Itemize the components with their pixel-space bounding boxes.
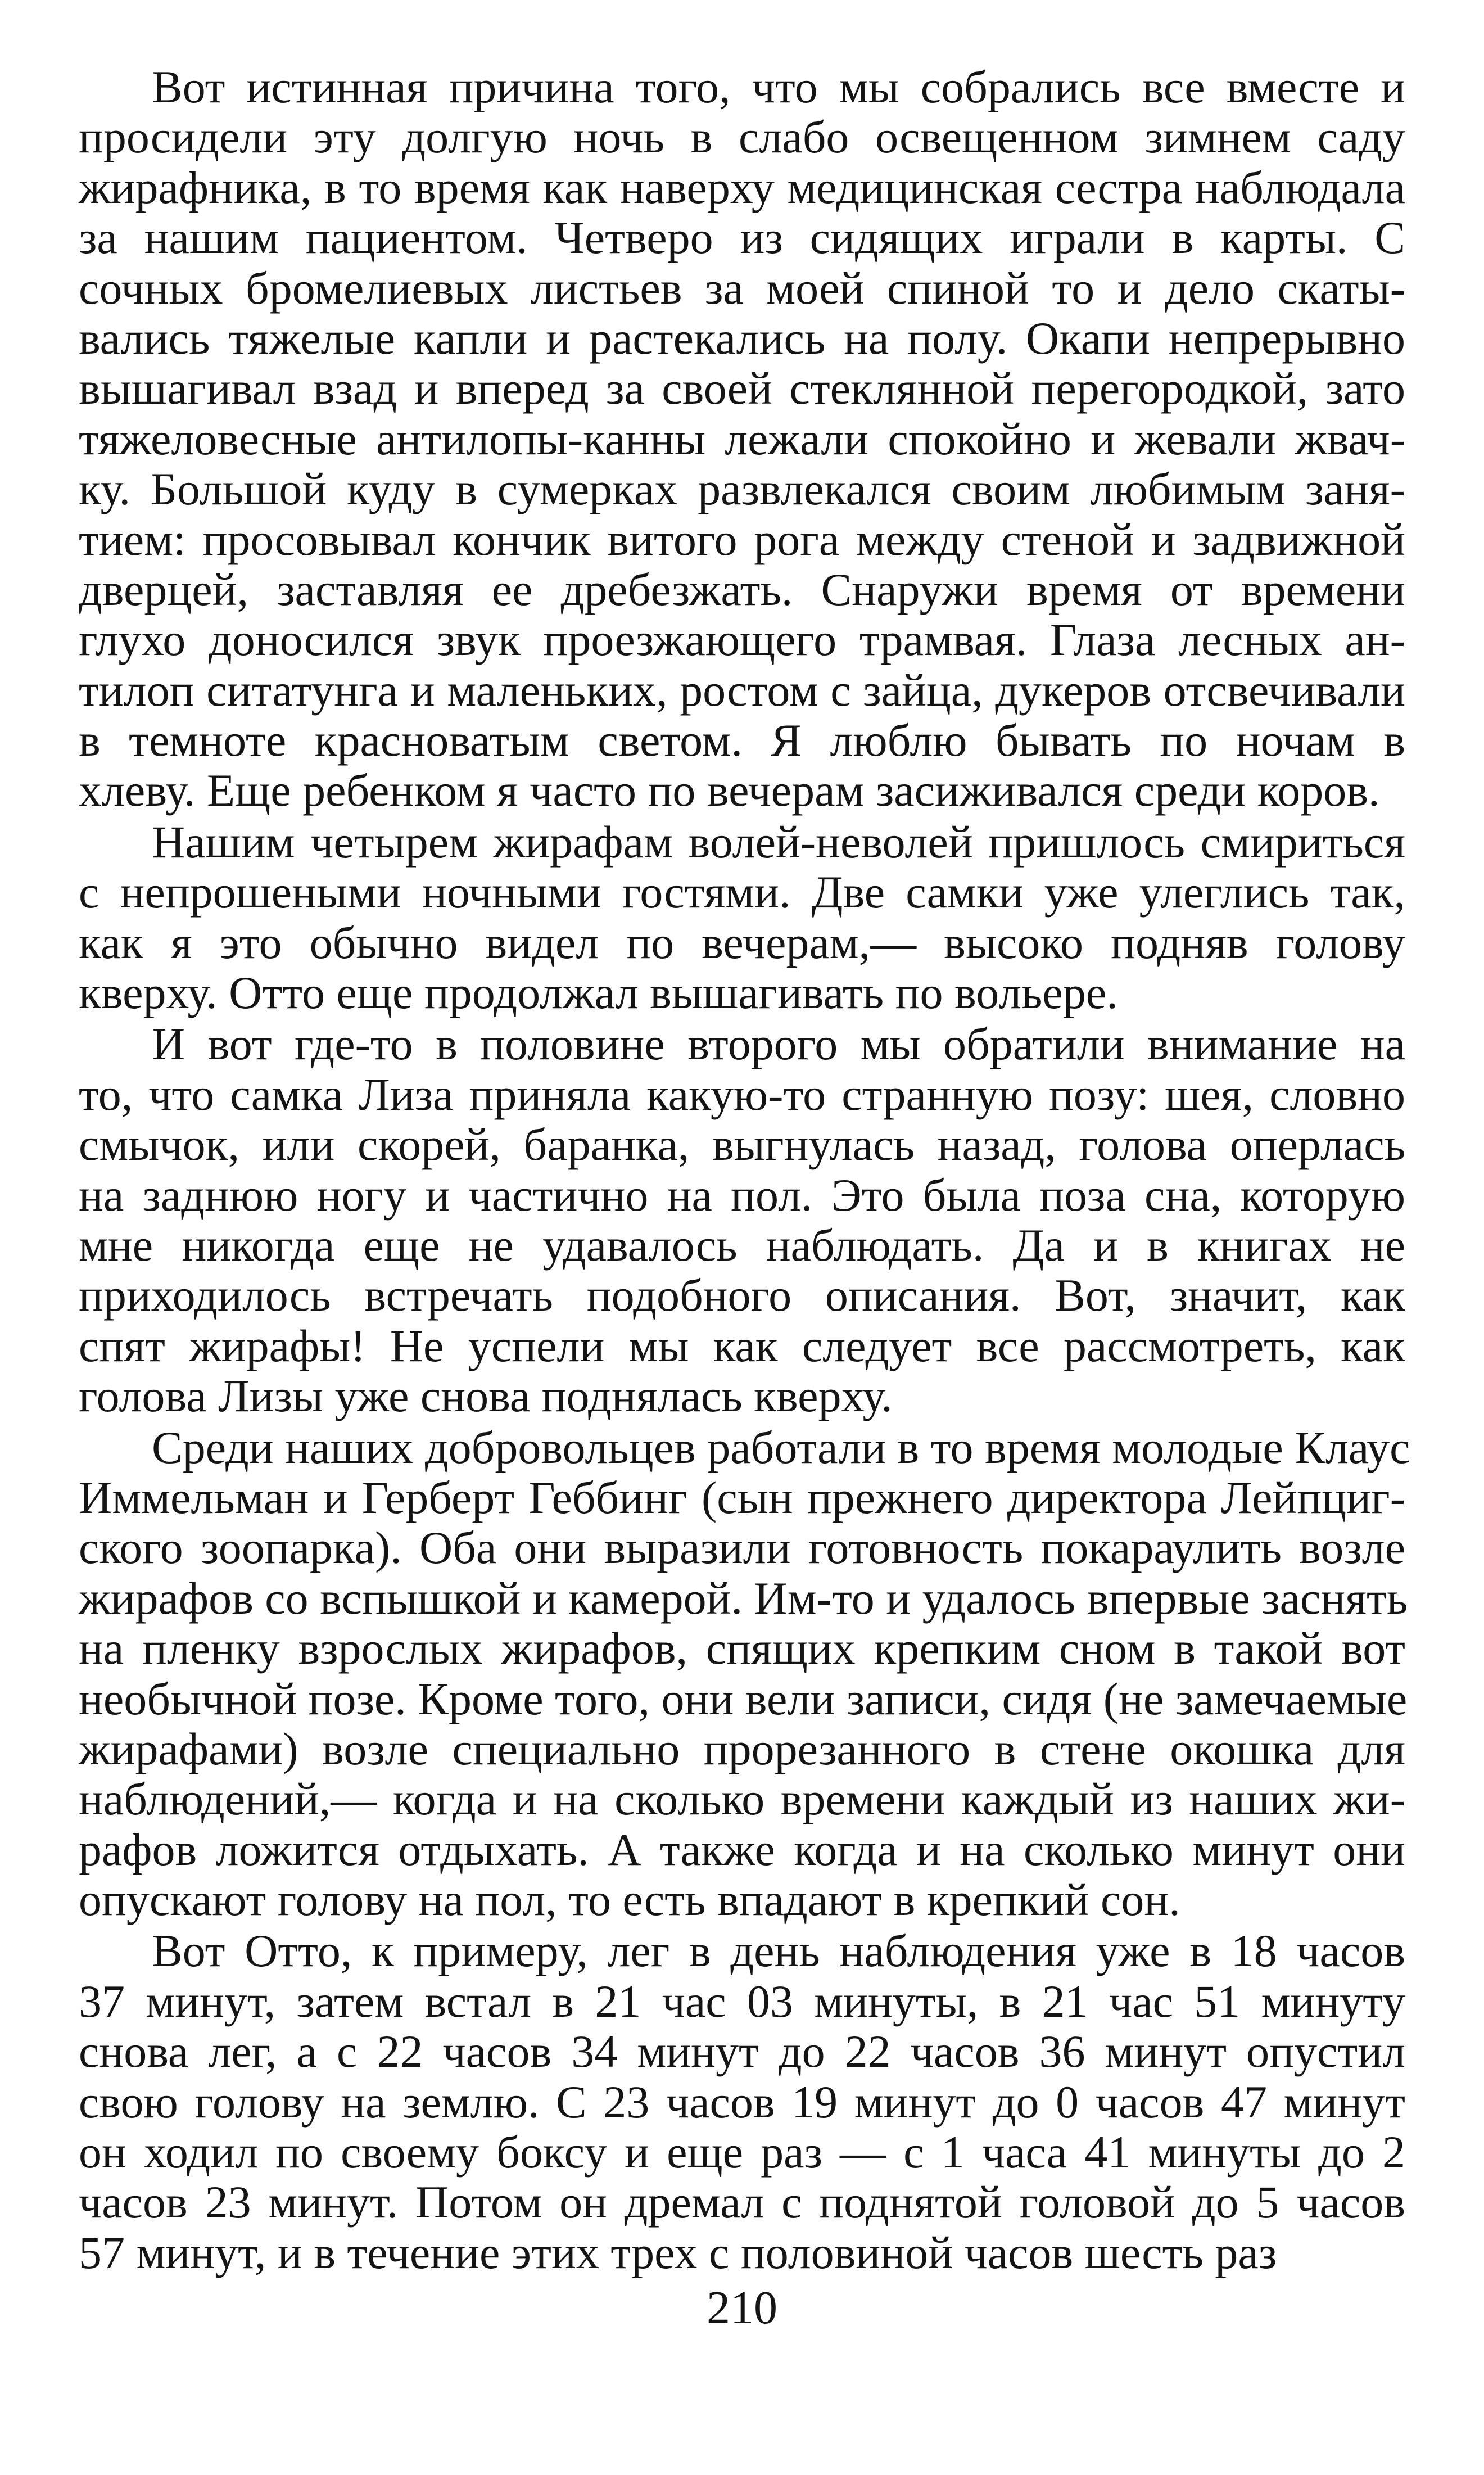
text-line: просидели эту долгую ночь в слабо освещенном зимнем саду: [79, 111, 1405, 163]
text-line: спят жирафы! Не успели мы как следует все рассмотреть, как: [79, 1320, 1405, 1371]
text-line: вались тяжелые капли и растекались на полу. Окапи непрерывно: [79, 312, 1405, 364]
text-line: часов 23 минут. Потом он дремал с поднятой головой до 5 часов: [79, 2176, 1405, 2228]
text-line: с непрошеными ночными гостями. Две самки уже улеглись так,: [79, 866, 1405, 918]
text-line: смычок, или скорей, баранка, выгнулась назад, голова оперлась: [79, 1119, 1405, 1171]
text-line: 37 минут, затем встал в 21 час 03 минуты, в 21 час 51 минуту: [79, 1975, 1405, 2027]
text-line: он ходил по своему боксу и еще раз — с 1 часа 41 минуты до 2: [79, 2126, 1405, 2178]
text-line: жирафника, в то время как наверху медицинская сестра наблюдала: [79, 161, 1405, 213]
text-line: сочных бромелиевых листьев за моей спиной то и дело скаты-: [79, 262, 1405, 314]
text-line: за нашим пациентом. Четверо из сидящих играли в карты. С: [79, 212, 1405, 264]
text-line: рафов ложится отдыхать. А также когда и на сколько минут они: [79, 1823, 1405, 1875]
body-text: [79, 61, 1410, 2278]
paragraph: [79, 1421, 1410, 1926]
text-line: Нашим четырем жирафам волей-неволей пришлось смириться: [152, 816, 1405, 868]
text-line: ку. Большой куду в сумерках развлекался своим любимым заня-: [79, 463, 1405, 515]
text-line: на пленку взрослых жирафов, спящих крепким сном в такой вот: [79, 1623, 1405, 1674]
page-number: 210: [707, 2282, 777, 2334]
text-line: приходилось встречать подобного описания. Вот, значит, как: [79, 1270, 1405, 1321]
text-line: в темноте красноватым светом. Я люблю бывать по ночам в: [79, 715, 1405, 766]
text-line: тилоп ситатунга и маленьких, ростом с зайца, дукеров отсвечивали: [79, 664, 1405, 716]
text-line: тием: просовывал кончик витого рога между стеной и задвижной: [79, 513, 1405, 565]
text-line: Вот Отто, к примеру, лег в день наблюдения уже в 18 часов: [152, 1925, 1405, 1977]
text-line: хлеву. Еще ребенком я часто по вечерам засиживался среди коров.: [79, 765, 1380, 816]
text-line: наблюдений,— когда и на сколько времени каждый из наших жи-: [79, 1773, 1405, 1825]
text-line: Иммельман и Герберт Геббинг (сын прежнего директора Лейпциг-: [79, 1471, 1405, 1523]
paragraph: [79, 1019, 1405, 1421]
paragraph: [79, 817, 1405, 1018]
text-line: дверцей, заставляя ее дребезжать. Снаружи время от времени: [79, 563, 1405, 615]
text-line: снова лег, а с 22 часов 34 минут до 22 часов 36 минут опустил: [79, 2026, 1405, 2077]
text-line: жирафами) возле специально прорезанного в стене окошка для: [79, 1723, 1405, 1774]
text-line: тяжеловесные антилопы-канны лежали спокойно и жевали жвач-: [79, 413, 1405, 464]
text-line: 57 минут, и в течение этих трех с половиной часов шесть раз: [79, 2226, 1277, 2278]
text-line: глухо доносился звук проезжающего трамвая. Глаза лесных ан-: [79, 614, 1405, 666]
text-line: свою голову на землю. С 23 часов 19 минут до 0 часов 47 минут: [79, 2076, 1405, 2128]
text-line: И вот где-то в половине второго мы обратили внимание на: [152, 1018, 1405, 1070]
text-line: Среди наших добровольцев работали в то время молодые Клаус: [152, 1421, 1410, 1473]
text-line: ского зоопарка). Оба они выразили готовность покараулить возле: [79, 1522, 1405, 1574]
text-line: кверху. Отто еще продолжал вышагивать по вольере.: [79, 967, 1118, 1019]
text-line: как я это обычно видел по вечерам,— высоко подняв голову: [79, 916, 1405, 968]
paragraph: [79, 1926, 1405, 2278]
text-line: опускают голову на пол, то есть впадают в крепкий сон.: [79, 1874, 1180, 1926]
text-line: мне никогда еще не удавалось наблюдать. Да и в книгах не: [79, 1219, 1405, 1271]
text-line: то, что самка Лиза приняла какую-то странную позу: шея, словно: [79, 1068, 1405, 1120]
book-page: [79, 61, 1410, 2418]
text-line: на заднюю ногу и частично на пол. Это была поза сна, которую: [79, 1169, 1405, 1221]
text-line: вышагивал взад и вперед за своей стеклянной перегородкой, зато: [79, 363, 1405, 414]
text-line: необычной позе. Кроме того, они вели записи, сидя (не замечаемые: [79, 1673, 1408, 1724]
text-line: Вот истинная причина того, что мы собрались все вместе и: [152, 61, 1405, 112]
text-line: голова Лизы уже снова поднялась кверху.: [79, 1370, 893, 1422]
paragraph: [79, 62, 1405, 816]
text-line: жирафов со вспышкой и камерой. Им-то и удалось впервые заснять: [79, 1572, 1408, 1624]
